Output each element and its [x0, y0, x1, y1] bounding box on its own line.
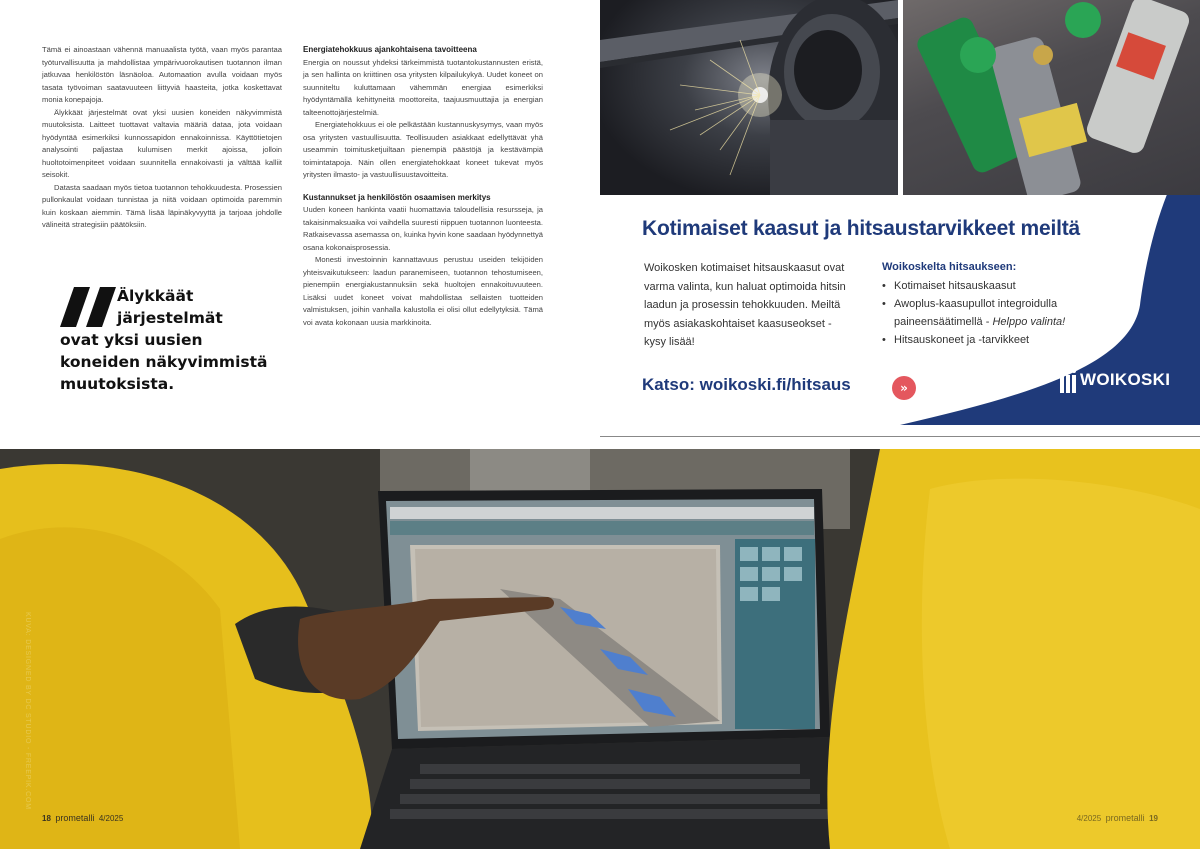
double-chevron-right-icon[interactable]: » [892, 376, 916, 400]
ad-feature-item [882, 277, 1102, 295]
article-paragraph: Datasta saadaan myös tietoa tuotannon tehokkuudesta. Prosessien pullonkaulat voidaan tunnistaa ja niitä voidaan optimoida paremmin kuin koskaan aiemmin. Tämä lisää läpinäkyvyyttä ja tarjoaa johdolle välineitä strategisiin päätöksiin. [42, 182, 282, 229]
woikoski-logo-text: WOIKOSKI [1080, 370, 1171, 389]
welding-illustration [600, 0, 898, 195]
ad-feature-item [882, 331, 1102, 349]
page-number-right: 19 [1149, 814, 1158, 823]
article-paragraph: Energia on noussut yhdeksi tärkeimmistä tuotantokustannusten eristä, ja sen hallinta on kriittinen osa yritysten kilpailukykyä. Uudet koneet on suunniteltu kuluttamaan vähemmän energiaa esimerkiksi hyödyntämällä kehittyneitä moottoreita, taajuusmuuttajia ja energian talteenottojärjestelmiä. [303, 57, 543, 117]
issue-right: 4/2025 [1076, 814, 1102, 823]
article-paragraph: Uuden koneen hankinta vaatii huomattavia taloudellisia resursseja, ja takaisinmaksuaika voi vaihdella suuresti riippuen tuotannon luonteesta. Ratkaisevassa asemassa on, kuinka hyvin kone saadaan hyödynnettyä osana kokonaisprosessia. [303, 205, 543, 252]
article-column-2 [303, 44, 543, 329]
pull-quote-line: Älykkäät [117, 287, 194, 305]
article-paragraph: Monesti investoinnin kannattavuus perustuu useiden tekijöiden yhteisvaikutukseen: laadun paranemiseen, tuotannon tehostumiseen, pienempiin energiakustannuksiin sekä huoltojen ennakoituvuuteen. Lisäksi uudet koneet voivat mahdollistaa sellaisten tuotteiden valmistuksen, joihin vanhalla kalustolla ei olisi ollut edellytyksiä. Tämä voi avata kokonaan uusia markkinoita. [303, 255, 543, 327]
section-heading-energy: Energiatehokkuus ajankohtaisena tavoitteena [303, 45, 477, 54]
article-paragraph: Älykkäät järjestelmät ovat yksi uusien koneiden näkyvimmistä muutoksista. Laitteet tuottavat valtavia määriä dataa, jota voidaan hyödyntää esimerkiksi kunnossapidon ennakoinnissa. Käyttötietojen analysointi paljastaa kulumisen merkit ajoissa, jolloin huoltotoimenpiteet voidaan suunnitella ennakoivasti ja välttää kalliit seisokit. [42, 107, 282, 179]
ad-website-link[interactable]: Katso: woikoski.fi/hitsaus [642, 375, 851, 394]
magazine-name-left: prometalli [55, 813, 95, 823]
ad-body-text: Woikosken kotimaiset hitsauskaasut ovat varma valinta, kun haluat optimoida hitsin laadun ja prosessin tehokkuuden. Meiltä myös asiakaskohtaiset kaasuseokset - kysy lisää! [644, 262, 846, 348]
section-heading-costs: Kustannukset ja henkilöstön osaamisen merkitys [303, 192, 491, 202]
laptop-scene-illustration [0, 449, 1200, 849]
article-paragraph: Tämä ei ainoastaan vähennä manuaalista työtä, vaan myös parantaa työturvallisuutta ja mahdollistaa ympärivuorokautisen tuotannon ilman jatkuvaa henkilöstön läsnäoloa. Automaation avulla voidaan myös tasata työvoiman saatavuuteen liittyviä haasteita, jotka koskettavat monia konepajoja. [42, 45, 282, 104]
laptop-photo [0, 449, 1200, 849]
ad-feature-text: Hitsauskoneet ja -tarvikkeet [894, 334, 1030, 346]
page-footer-right [1077, 813, 1158, 823]
quote-mark-icon [60, 287, 116, 327]
pull-quote-line: muutoksista. [60, 375, 175, 393]
ad-feature-list [882, 277, 1102, 349]
ad-feature-text: Kotimaiset hitsauskaasut [894, 280, 1016, 292]
pull-quote-line: koneiden näkyvimmistä [60, 353, 268, 371]
article-paragraph: Energiatehokkuus ei ole pelkästään kustannuskysymys, vaan myös osa yritysten vastuullisuutta. Teollisuuden asiakkaat edellyttävät yhä useammin toimitusketjuiltaan pienempiä päästöjä ja kestävämpiä toimintatapoja. Näin ollen energiatehokkaat koneet tukevat myös yritysten ilmasto- ja vastuullisuustavoitteita. [303, 120, 543, 179]
issue-left: 4/2025 [98, 814, 124, 823]
pull-quote [60, 285, 300, 395]
woikoski-advertisement [600, 195, 1200, 425]
gas-cylinders-illustration [903, 0, 1200, 195]
pull-quote-line: ovat yksi uusien [60, 331, 203, 349]
gas-cylinders-photo [903, 0, 1200, 195]
page-number-left: 18 [42, 814, 51, 823]
ad-feature-text: Awoplus-kaasupullot integroidulla paineensäätimellä - [894, 298, 1058, 328]
article-column-1 [42, 44, 282, 232]
pull-quote-line: järjestelmät [117, 309, 223, 327]
page-footer-left [42, 813, 123, 823]
woikoski-logo [1060, 365, 1170, 395]
photo-credit: KUVA: DESIGNED BY DC STUDIO - FREEPIK.COM [24, 612, 31, 810]
ad-list-title: Woikoskelta hitsaukseen: [882, 261, 1017, 273]
ad-title: Kotimaiset kaasut ja hitsaustarvikkeet meiltä [642, 217, 1081, 240]
woikoski-logo-icon [1060, 367, 1076, 393]
ad-feature-emphasis: Helppo valinta! [992, 316, 1066, 328]
ad-divider [600, 436, 1200, 437]
magazine-name-right: prometalli [1105, 813, 1145, 823]
ad-feature-item [882, 295, 1102, 331]
welding-photo [600, 0, 898, 195]
